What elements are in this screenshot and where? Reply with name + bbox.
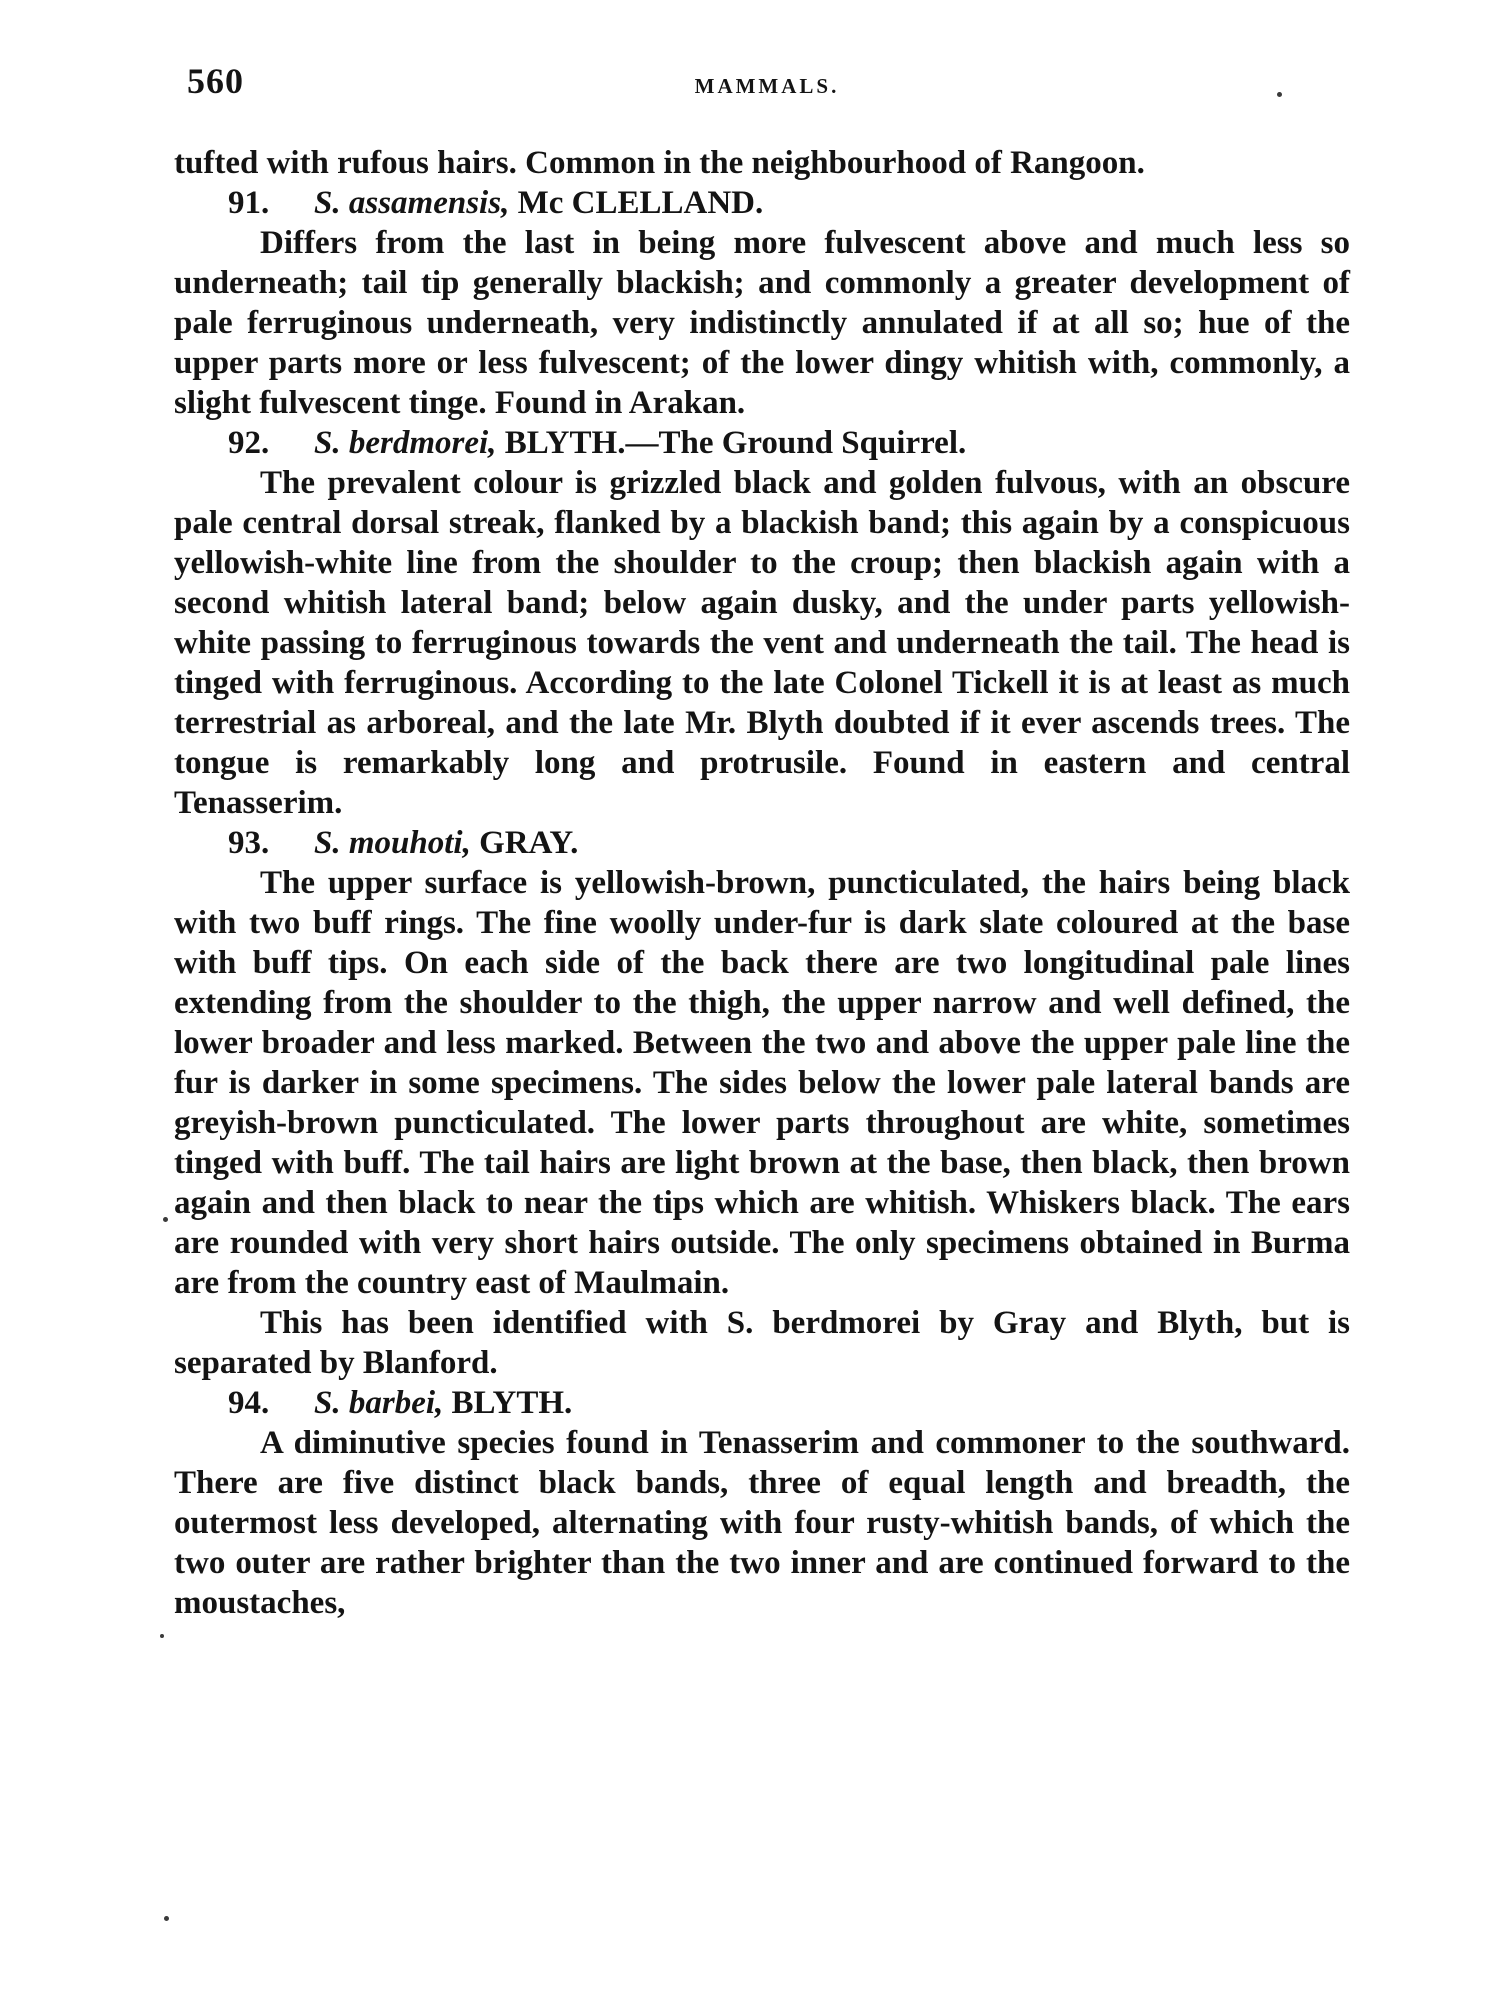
species-heading-92 bbox=[174, 423, 1350, 463]
species-number: 94. bbox=[228, 1385, 270, 1421]
print-speck bbox=[160, 1634, 164, 1638]
species-genus: S. bbox=[314, 185, 341, 221]
species-description: Differs from the last in being more fulvescent above and much less so underneath; tail tip generally blackish; and commonly a greater development of pale ferruginous underneath, very indistinctly annulated if at all so; hue of the upper parts more or less fulvescent; of the lower dingy whitish with, commonly, a slight fulvescent tinge. Found in Arakan. bbox=[174, 225, 1350, 421]
species-authority: GRAY. bbox=[479, 825, 579, 861]
species-number: 91. bbox=[228, 185, 270, 221]
species-number: 93. bbox=[228, 825, 270, 861]
species-heading-93 bbox=[174, 823, 1350, 863]
species-genus: S. bbox=[314, 1385, 341, 1421]
species-description: The upper surface is yellowish-brown, puncticulated, the hairs being black with two buff rings. The fine woolly under-fur is dark slate coloured at the base with buff tips. On each side of the back there are two longitudinal pale lines extending from the shoulder to the thigh, the upper narrow and well defined, the lower broader and less marked. Between the two and above the upper pale line the fur is darker in some specimens. The sides below the lower pale lateral bands are greyish-brown puncticulated. The lower parts throughout are white, sometimes tinged with buff. The tail hairs are light brown at the base, then black, then brown again and then black to near the tips which are whitish. Whiskers black. The ears are rounded with very short hairs outside. The only specimens obtained in Burma are from the country east of Maulmain. bbox=[174, 865, 1350, 1301]
running-title: MAMMALS. bbox=[694, 74, 840, 98]
species-description: A diminutive species found in Tenasserim and commoner to the southward. There are five distinct black bands, three of equal length and breadth, the outermost less developed, alternating with four rusty-whitish bands, of which the two outer are rather brighter than the two inner and are continued forward to the moustaches, bbox=[174, 1425, 1350, 1621]
species-note: This has been identified with S. berdmorei by Gray and Blyth, but is separated by Blanford. bbox=[174, 1305, 1350, 1381]
text-column bbox=[174, 143, 1350, 1623]
species-epithet: mouhoti, bbox=[348, 825, 471, 861]
print-speck bbox=[163, 1217, 168, 1222]
print-speck bbox=[1277, 92, 1282, 97]
species-genus: S. bbox=[314, 825, 341, 861]
page-number: 560 bbox=[187, 61, 244, 101]
species-epithet: barbei, bbox=[348, 1385, 444, 1421]
species-common-name: —The Ground Squirrel. bbox=[625, 425, 967, 461]
species-authority: BLYTH. bbox=[504, 425, 626, 461]
page-header bbox=[187, 60, 1347, 110]
continuation-paragraph: tufted with rufous hairs. Common in the neighbourhood of Rangoon. bbox=[174, 145, 1145, 181]
print-speck bbox=[164, 1916, 169, 1921]
species-description: The prevalent colour is grizzled black and golden fulvous, with an obscure pale central dorsal streak, flanked by a blackish band; this again by a conspicuous yellowish-white line from the shoulder to the croup; then blackish again with a second whitish lateral band; below again dusky, and the under parts yellowish-white passing to ferruginous towards the vent and underneath the tail. The head is tinged with ferruginous. According to the late Colonel Tickell it is at least as much terrestrial as arboreal, and the late Mr. Blyth doubted if it ever ascends trees. The tongue is remarkably long and protrusile. Found in eastern and central Tenasserim. bbox=[174, 465, 1350, 821]
species-epithet: berdmorei, bbox=[348, 425, 497, 461]
species-number: 92. bbox=[228, 425, 270, 461]
species-epithet: assamensis, bbox=[348, 185, 510, 221]
species-heading-91 bbox=[174, 183, 1350, 223]
species-authority: Mc CLELLAND. bbox=[517, 185, 764, 221]
species-heading-94 bbox=[174, 1383, 1350, 1423]
species-authority: BLYTH. bbox=[451, 1385, 573, 1421]
species-genus: S. bbox=[314, 425, 341, 461]
